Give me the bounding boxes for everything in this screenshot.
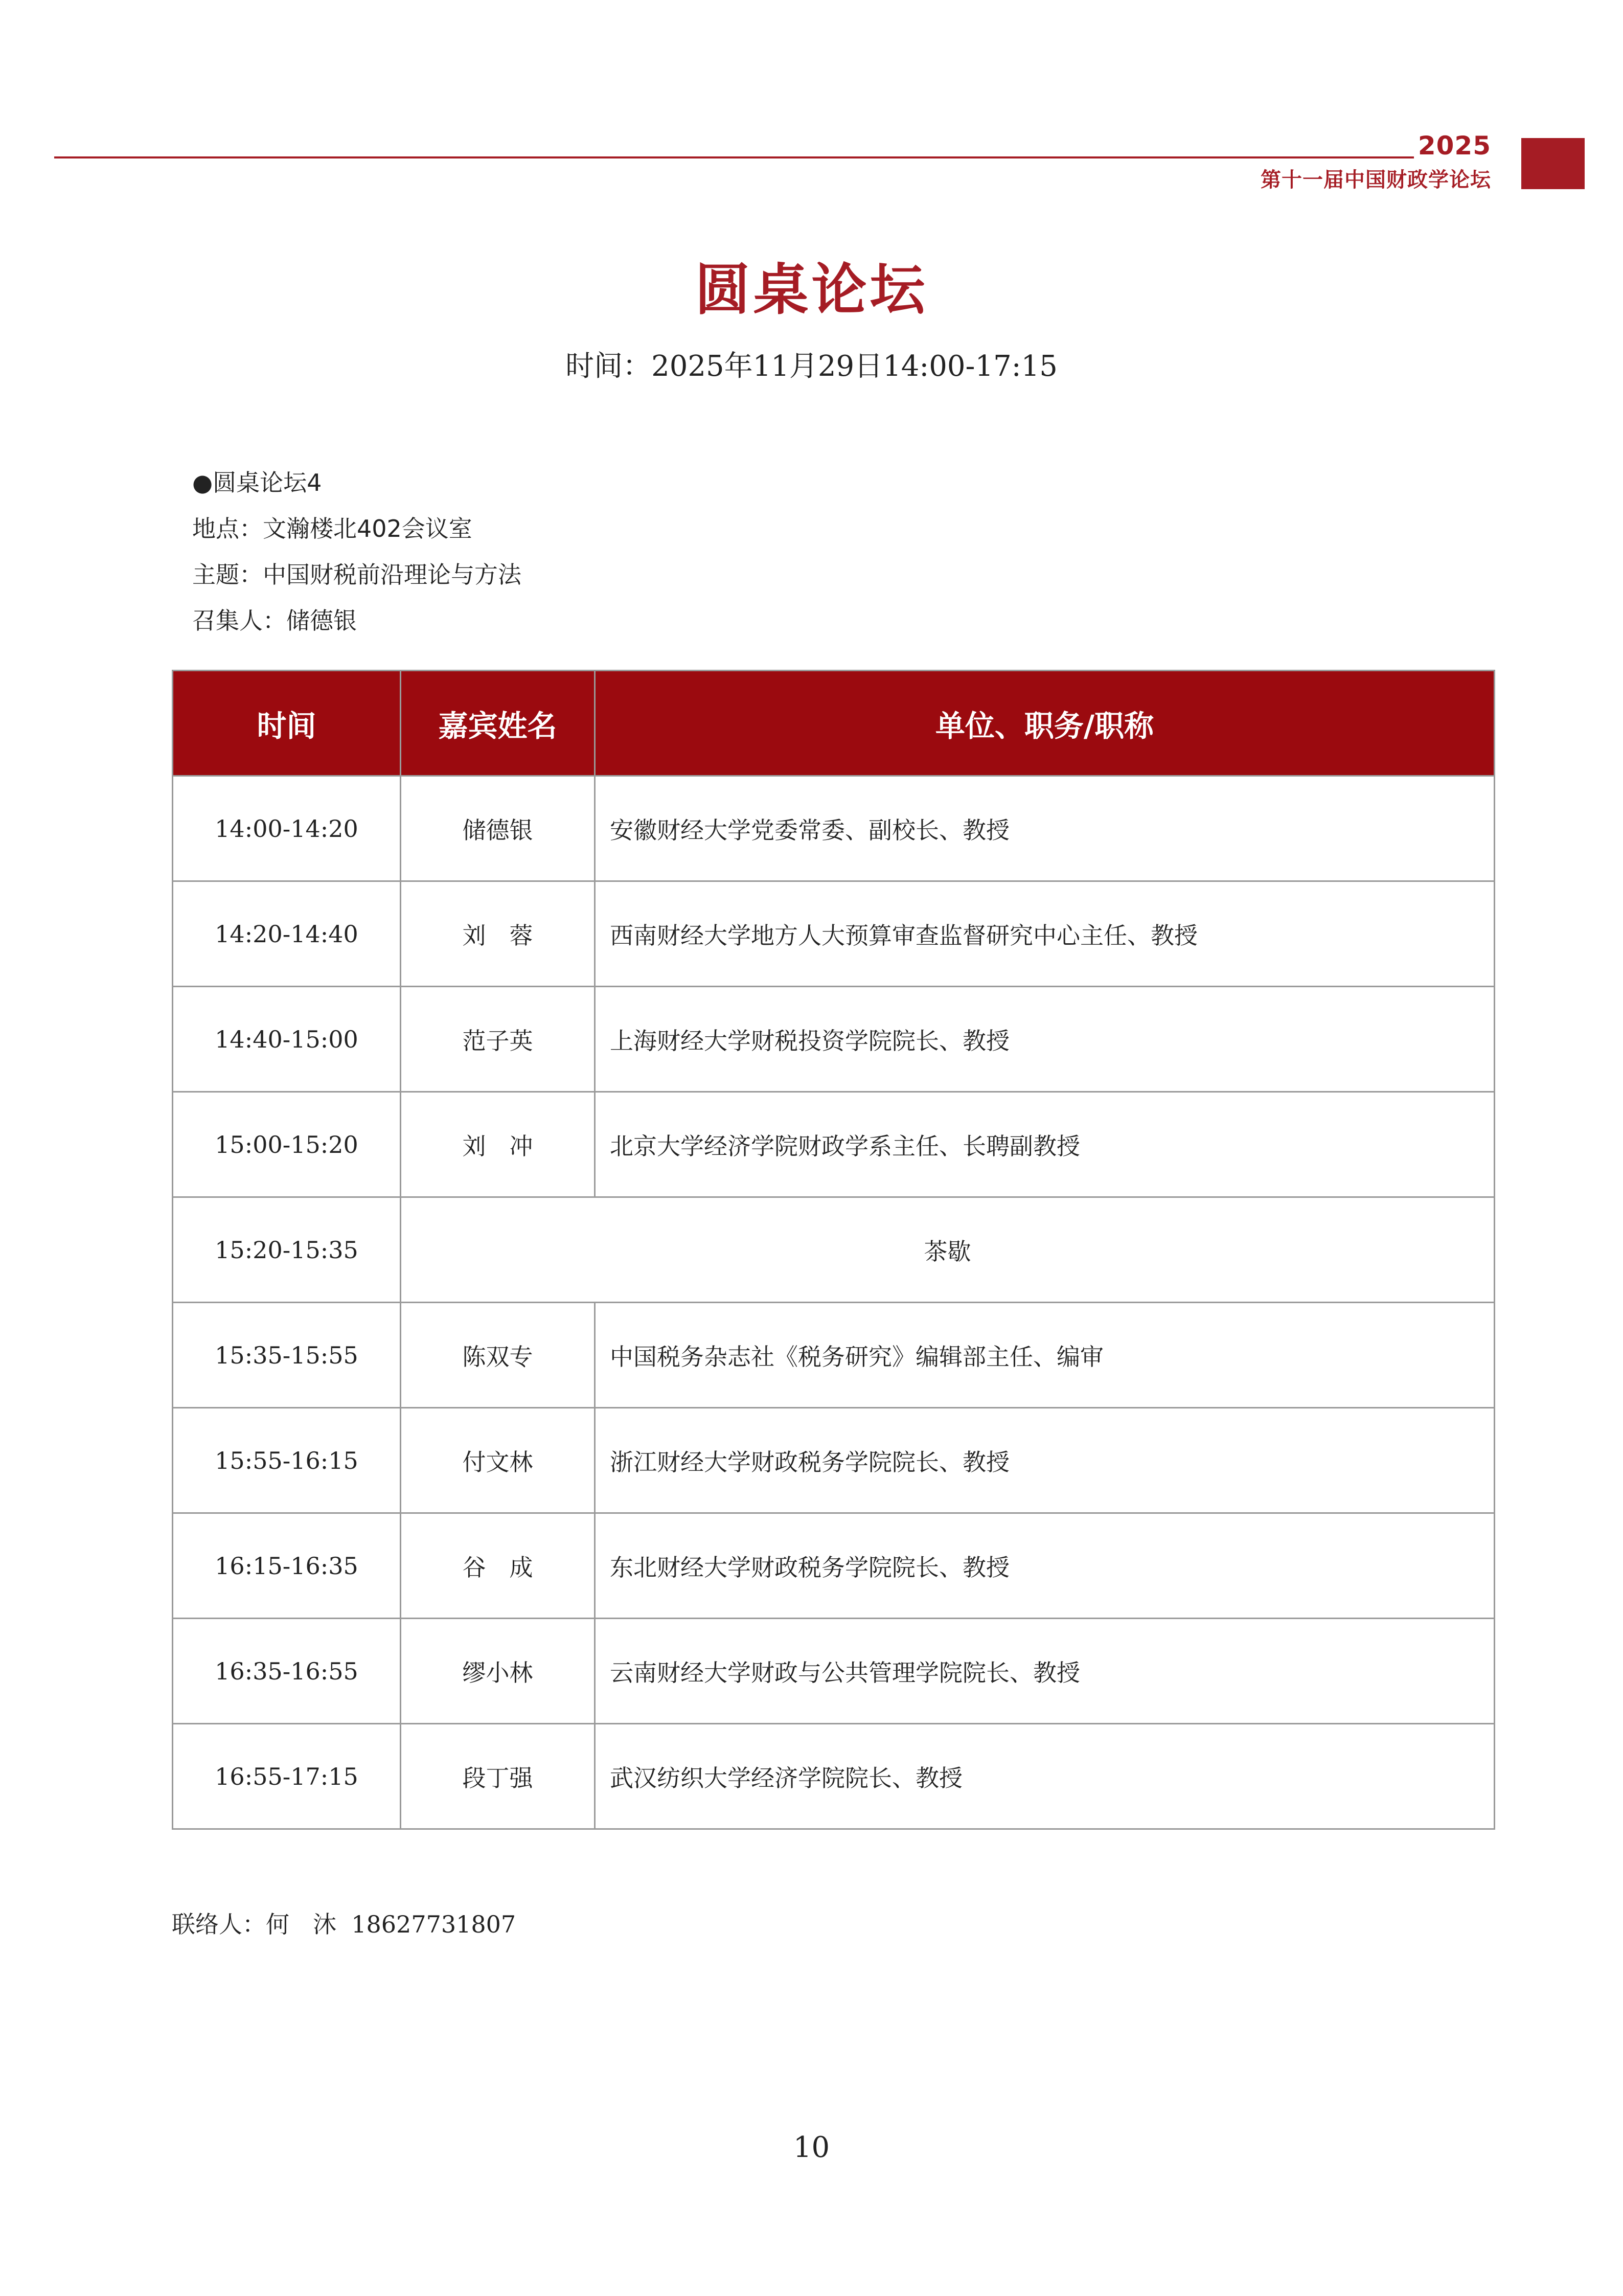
tea-break-cell: 茶歇 (401, 1197, 1495, 1303)
row-affiliation: 北京大学经济学院财政学系主任、长聘副教授 (595, 1092, 1495, 1197)
session-time: 时间：2025年11月29日14:00-17:15 (565, 350, 1058, 383)
forum-name: ●圆桌论坛4 (192, 469, 322, 496)
row-guest-name: 缪小林 (401, 1619, 595, 1724)
row-time: 16:15-16:35 (173, 1513, 401, 1619)
row-affiliation: 武汉纺织大学经济学院院长、教授 (595, 1724, 1495, 1829)
table-row-break (173, 1197, 1495, 1303)
row-affiliation: 上海财经大学财税投资学院院长、教授 (595, 987, 1495, 1092)
schedule-table (172, 670, 1495, 1830)
row-affiliation: 浙江财经大学财政税务学院院长、教授 (595, 1408, 1495, 1513)
row-guest-name: 陈双专 (401, 1303, 595, 1408)
convener: 召集人：储德银 (192, 607, 357, 634)
row-guest-name: 范子英 (401, 987, 595, 1092)
contact-phone: 18627731807 (351, 1911, 516, 1938)
row-guest-name: 刘 冲 (401, 1092, 595, 1197)
topic: 主题：中国财税前沿理论与方法 (192, 561, 521, 588)
header-accent-block (1521, 138, 1585, 189)
row-time: 15:20-15:35 (173, 1197, 401, 1303)
page-number: 10 (793, 2131, 830, 2164)
table-row (173, 776, 1495, 881)
header-subtitle: 第十一届中国财政学论坛 (1261, 168, 1491, 192)
row-time: 14:00-14:20 (173, 776, 401, 881)
row-affiliation: 西南财经大学地方人大预算审查监督研究中心主任、教授 (595, 881, 1495, 987)
location: 地点：文瀚楼北402会议室 (192, 515, 472, 542)
row-time: 15:00-15:20 (173, 1092, 401, 1197)
row-time: 16:55-17:15 (173, 1724, 401, 1829)
table-row (173, 1724, 1495, 1829)
column-header-affiliation: 单位、职务/职称 (595, 671, 1495, 776)
contact-person: 联络人：何 沐 (172, 1911, 336, 1938)
column-header-time: 时间 (173, 671, 401, 776)
contact-line (172, 1906, 516, 1940)
row-time: 15:35-15:55 (173, 1303, 401, 1408)
row-guest-name: 储德银 (401, 776, 595, 881)
row-time: 15:55-16:15 (173, 1408, 401, 1513)
row-guest-name: 谷 成 (401, 1513, 595, 1619)
row-affiliation: 云南财经大学财政与公共管理学院院长、教授 (595, 1619, 1495, 1724)
table-header-row (173, 671, 1495, 776)
table-row (173, 1513, 1495, 1619)
column-header-guest: 嘉宾姓名 (401, 671, 595, 776)
header-year: 2025 (1418, 131, 1491, 161)
table-row (173, 987, 1495, 1092)
row-guest-name: 段丁强 (401, 1724, 595, 1829)
row-time: 14:20-14:40 (173, 881, 401, 987)
table-row (173, 1092, 1495, 1197)
header-rule (54, 156, 1414, 158)
page-title: 圆桌论坛 (695, 258, 928, 322)
table-row (173, 1303, 1495, 1408)
row-affiliation: 中国税务杂志社《税务研究》编辑部主任、编审 (595, 1303, 1495, 1408)
row-guest-name: 刘 蓉 (401, 881, 595, 987)
row-affiliation: 东北财经大学财政税务学院院长、教授 (595, 1513, 1495, 1619)
row-affiliation: 安徽财经大学党委常委、副校长、教授 (595, 776, 1495, 881)
table-row (173, 1408, 1495, 1513)
row-guest-name: 付文林 (401, 1408, 595, 1513)
table-row (173, 1619, 1495, 1724)
row-time: 14:40-15:00 (173, 987, 401, 1092)
table-row (173, 881, 1495, 987)
row-time: 16:35-16:55 (173, 1619, 401, 1724)
